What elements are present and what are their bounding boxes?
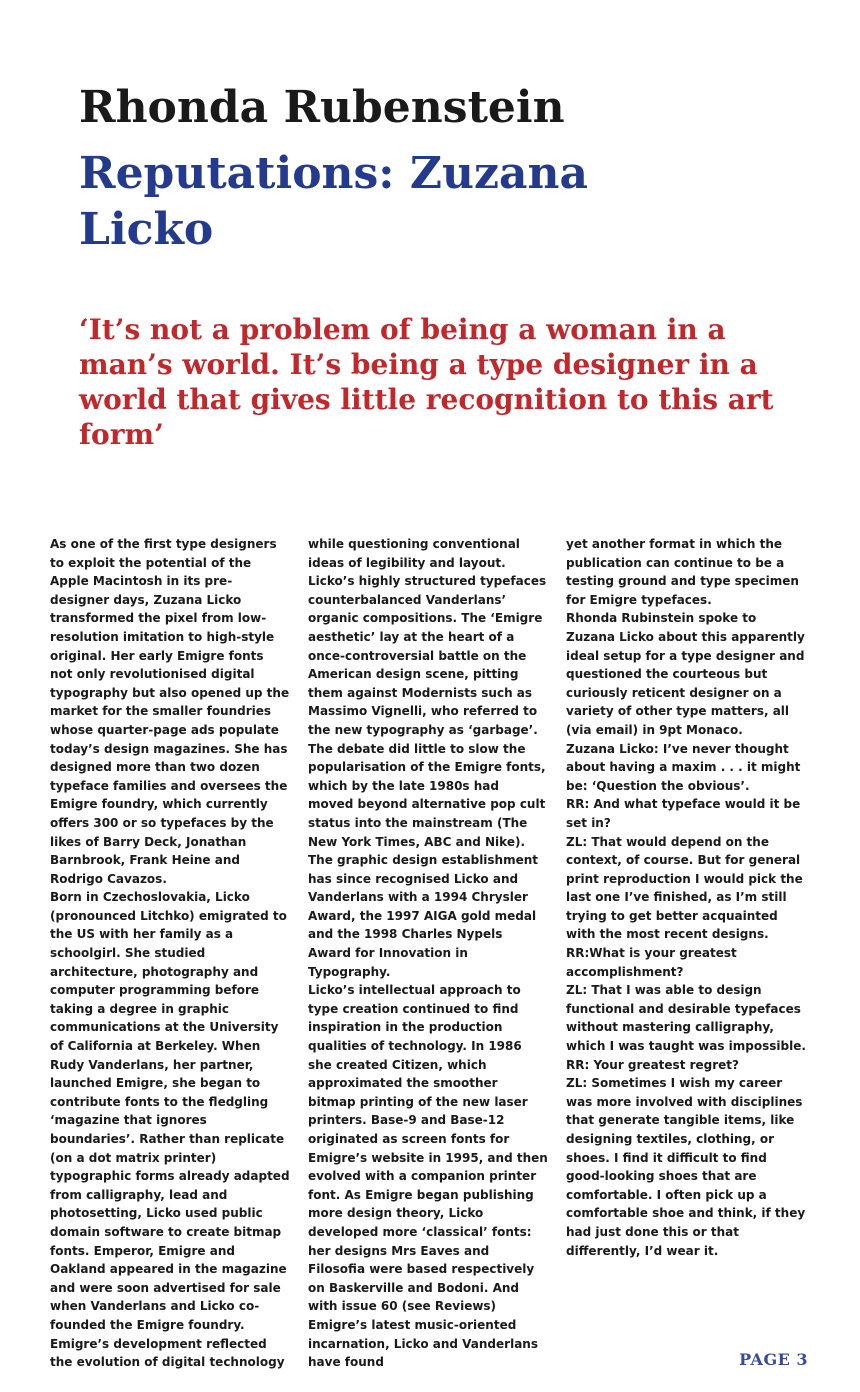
body-column-3 <box>566 535 806 1260</box>
paragraph: yet another format in which the publication can continue to be a testing ground and type specimen for Emigre typefaces. <box>566 537 799 607</box>
paragraph: RR: Your greatest regret? <box>566 1057 740 1072</box>
paragraph: Emigre’s development reflected the evolution of digital technology <box>50 1336 285 1370</box>
body-column-2 <box>308 535 548 1372</box>
page-number: PAGE 3 <box>739 1350 808 1369</box>
paragraph: As one of the first type designers to exploit the potential of the Apple Macintosh in its pre-designer days, Zuzana Licko transformed the pixel from low-resolution imitation to high-style original. Her early Emigre fonts not only revolutionised digital typography but also opened up the market for the smaller foundries whose quarter-page ads populate today’s design magazines. She has designed more than two dozen typeface families and oversees the Emigre foundry, which currently offers 300 or so typefaces by the likes of Barry Deck, Jonathan Barnbrook, Frank Heine and Rodrigo Cavazos. <box>50 537 290 886</box>
author-name: Rhonda Rubenstein <box>79 82 565 133</box>
paragraph: while questioning conventional ideas of legibility and layout. Licko’s highly structured typefaces counterbalanced Vanderlans’ organic compositions. The ‘Emigre aesthetic’ lay at the heart of a once-controversial battle on the American design scene, pitting them against Modernists such as Massimo Vignelli, who referred to the new typography as ‘garbage’. The debate did little to slow the popularisation of the Emigre fonts, which by the late 1980s had moved beyond alternative pop cult status into the mainstream (The New York Times, ABC and Nike). The graphic design establishment has since recognised Licko and Vanderlans with a 1994 Chrysler Award, the 1997 AIGA gold medal and the 1998 Charles Nypels Award for Innovation in Typography. <box>308 537 547 979</box>
paragraph: ZL: That would depend on the context, of course. But for general print reproduction I would pick the last one I’ve finished, as I’m still trying to get better acquainted with the most recent designs. <box>566 834 803 942</box>
paragraph: RR:What is your greatest accomplishment? <box>566 946 737 979</box>
paragraph: ZL: Sometimes I wish my career was more involved with disciplines that generate tangible items, like designing textiles, clothing, or shoes. I find it difficult to find good-looking shoes that are comfortable. I often pick up a comfortable shoe and think, if they had just done this or that differently, I’d wear it. <box>566 1076 806 1258</box>
paragraph: Licko’s intellectual approach to type creation continued to find inspiration in the production qualities of technology. In 1986 she created Citizen, which approximated the smoother bitmap printing of the new laser printers. Base-9 and Base-12 originated as screen fonts for Emigre’s website in 1995, and then evolved with a companion printer font. As Emigre began publishing more design theory, Licko developed more ‘classical’ fonts: her designs Mrs Eaves and Filosofia were based respectively on Baskerville and Bodoni. And with issue 60 (see Reviews) Emigre’s latest music-oriented incarnation, Licko and Vanderlans have found <box>308 983 548 1370</box>
paragraph: ZL: That I was able to design functional and desirable typefaces without mastering calligraphy, which I was taught was impossible. <box>566 983 806 1054</box>
pull-quote: ‘It’s not a problem of being a woman in a man’s world. It’s being a type designer in a world that gives little recognition to this art form’ <box>79 313 774 451</box>
paragraph: Rhonda Rubinstein spoke to Zuzana Licko about this apparently ideal setup for a type designer and questioned the courteous but curiously reticent designer on a variety of other type matters, all (via email) in 9pt Monaco. <box>566 611 805 737</box>
article-title: Reputations: Zuzana Licko <box>79 148 588 255</box>
paragraph: RR: And what typeface would it be set in? <box>566 797 801 830</box>
paragraph: Zuzana Licko: I’ve never thought about having a maxim . . . it might be: ‘Question the obvious’. <box>566 741 801 793</box>
body-column-1 <box>50 535 290 1372</box>
paragraph: Born in Czechoslovakia, Licko (pronounced Litchko) emigrated to the US with her family as a schoolgirl. She studied architecture, photography and computer programming before taking a degree in graphic communications at the University of California at Berkeley. When Rudy Vanderlans, her partner, launched Emigre, she began to contribute fonts to the fledgling ‘magazine that ignores boundaries’. Rather than replicate (on a dot matrix printer) typographic forms already adapted from calligraphy, lead and photosetting, Licko used public domain software to create bitmap fonts. Emperor, Emigre and Oakland appeared in the magazine and were soon advertised for sale when Vanderlans and Licko co-founded the Emigre foundry. <box>50 890 290 1332</box>
